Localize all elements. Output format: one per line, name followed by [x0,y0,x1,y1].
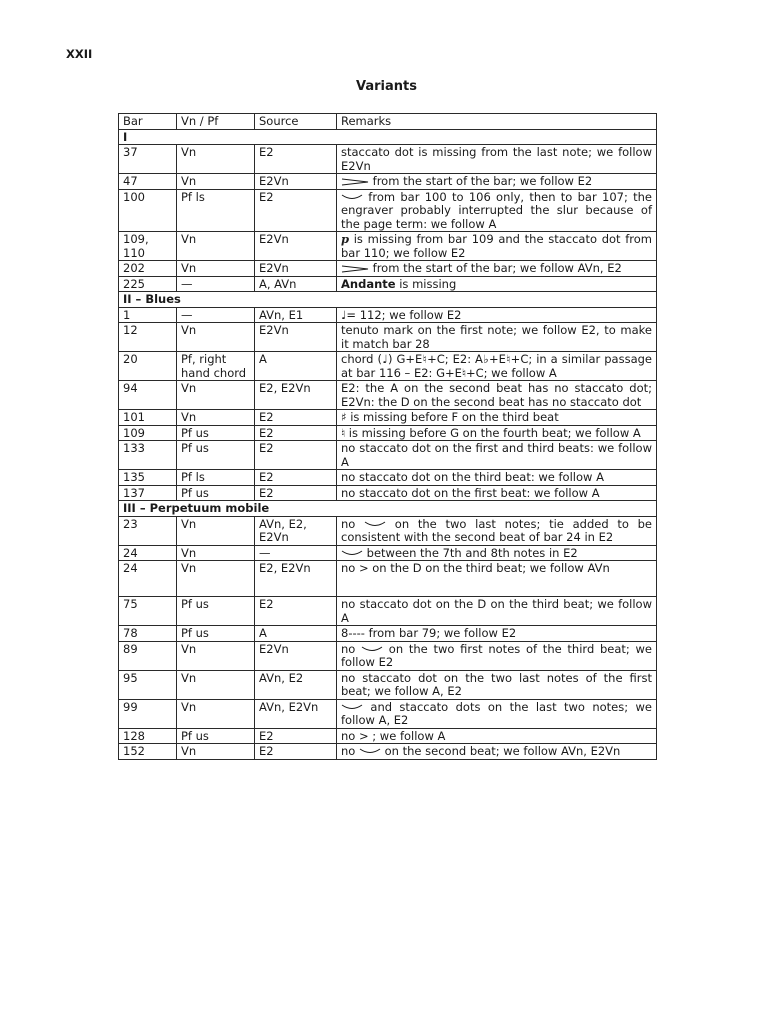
slur-icon [359,745,381,759]
source-cell: E2 [255,470,337,486]
remark-text: from bar 100 to 106 only, then to bar 107; the engraver probably interrupted the slur because of the page term: we follow A [341,189,652,231]
table-row [119,307,657,323]
source-cell: E2, E2Vn [255,381,337,410]
bar-cell: 109 [119,425,177,441]
source-cell: E2Vn [255,261,337,277]
remark-text: no [341,641,362,656]
slur-icon [361,643,383,657]
instrument-cell: Pf us [177,728,255,744]
bar-cell: 75 [119,597,177,626]
bar-cell: 128 [119,728,177,744]
section-row [119,501,657,517]
remarks-cell [337,561,657,597]
decrescendo-icon [341,262,369,276]
instrument-cell: Vn [177,323,255,352]
remarks-cell [337,232,657,261]
remark-text: p [341,232,350,246]
source-cell: E2Vn [255,174,337,190]
remark-text: no staccato dot on the D on the third beat; we follow A [341,597,652,625]
remarks-cell [337,174,657,190]
table-row [119,728,657,744]
source-cell: AVn, E2 [255,670,337,699]
table-row [119,261,657,277]
instrument-cell: Vn [177,561,255,597]
instrument-cell: Vn [177,516,255,545]
remarks-cell [337,189,657,232]
remarks-cell [337,410,657,426]
slur-icon [364,518,386,532]
bar-cell: 101 [119,410,177,426]
bar-cell: 89 [119,641,177,670]
remark-text: no staccato dot on the first beat: we follow A [341,485,600,500]
column-header-source: Source [255,114,337,130]
bar-cell: 202 [119,261,177,277]
instrument-cell: Pf us [177,626,255,642]
bar-cell: 99 [119,699,177,728]
instrument-cell: Pf ls [177,470,255,486]
remark-text: ♯ is missing before F on the third beat [341,410,559,424]
table-body [119,129,657,759]
remark-text: ♮ is missing before G on the fourth beat; we follow A [341,425,641,440]
remarks-cell [337,441,657,470]
section-row [119,292,657,308]
remark-text: on the two last notes; tie added to be consistent with the second beat of bar 24 in E2 [341,516,652,544]
remark-text: 8---- from bar 79; we follow E2 [341,626,517,640]
source-cell: A [255,626,337,642]
source-cell: AVn, E1 [255,307,337,323]
instrument-cell: Pf us [177,485,255,501]
instrument-cell: Vn [177,641,255,670]
instrument-cell: Vn [177,670,255,699]
source-cell: E2Vn [255,232,337,261]
remark-text: ♩= 112; we follow E2 [341,307,462,322]
source-cell: E2Vn [255,641,337,670]
table-row [119,232,657,261]
bar-cell: 152 [119,744,177,760]
table-row [119,425,657,441]
remarks-cell [337,276,657,292]
instrument-cell: Vn [177,410,255,426]
remark-text: and staccato dots on the last two notes; we follow A, E2 [341,699,652,727]
table-row [119,470,657,486]
source-cell: E2, E2Vn [255,561,337,597]
instrument-cell: Pf us [177,425,255,441]
bar-cell: 24 [119,545,177,561]
source-cell: E2 [255,597,337,626]
remark-text: tenuto mark on the first note; we follow E2, to make it match bar 28 [341,323,652,351]
bar-cell: 95 [119,670,177,699]
remark-text: no [341,516,365,531]
remarks-cell [337,145,657,174]
remark-text: Andante [341,276,396,291]
slur-icon [341,701,363,715]
remarks-cell [337,728,657,744]
table-row [119,485,657,501]
source-cell: E2 [255,485,337,501]
instrument-cell: Pf us [177,597,255,626]
source-cell: E2 [255,425,337,441]
instrument-cell: — [177,307,255,323]
variants-table [118,113,657,760]
table-row [119,381,657,410]
remark-text: E2: the A on the second beat has no staccato dot; E2Vn: the D on the second beat has no staccato dot [341,381,652,409]
remark-text: no > on the D on the third beat; we follow AVn [341,561,610,575]
bar-cell: 135 [119,470,177,486]
remark-text: on the second beat; we follow AVn, E2Vn [380,744,621,758]
section-heading: I [119,129,657,145]
table-row [119,545,657,561]
remarks-cell [337,470,657,486]
instrument-cell: Vn [177,174,255,190]
bar-cell: 24 [119,561,177,597]
remarks-cell [337,699,657,728]
table-row [119,641,657,670]
header-row [119,114,657,130]
bar-cell: 137 [119,485,177,501]
remark-text: chord (♩) G+E♮+C; E2: A♭+E♮+C; in a similar passage at bar 116 – E2: G+E♮+C; we follow A [341,352,652,380]
bar-cell: 133 [119,441,177,470]
bar-cell: 37 [119,145,177,174]
bar-cell: 47 [119,174,177,190]
source-cell: E2 [255,410,337,426]
table-row [119,352,657,381]
remarks-cell [337,352,657,381]
bar-cell: 23 [119,516,177,545]
bar-cell: 78 [119,626,177,642]
source-cell: AVn, E2Vn [255,699,337,728]
slur-icon [341,547,363,561]
remarks-cell [337,323,657,352]
bar-cell: 225 [119,276,177,292]
table-row [119,189,657,232]
remark-text: on the two first notes of the third beat; we follow E2 [341,641,652,669]
instrument-cell: Pf ls [177,189,255,232]
table-row [119,410,657,426]
remarks-cell [337,516,657,545]
table-row [119,699,657,728]
slur-icon [341,191,363,205]
table-row [119,626,657,642]
table-row [119,323,657,352]
instrument-cell: Vn [177,545,255,561]
bar-cell: 12 [119,323,177,352]
remark-text: from the start of the bar; we follow E2 [369,174,593,188]
source-cell: A [255,352,337,381]
bar-cell: 100 [119,189,177,232]
remark-text: staccato dot is missing from the last note; we follow E2Vn [341,145,652,173]
source-cell: E2 [255,744,337,760]
remark-text: no [341,744,359,758]
remarks-cell [337,261,657,277]
source-cell: E2Vn [255,323,337,352]
remark-text: no staccato dot on the first and third beats: we follow A [341,441,652,469]
page-number: XXII [66,47,93,61]
table-row [119,276,657,292]
table-row [119,145,657,174]
remark-text: from the start of the bar; we follow AVn, E2 [369,261,622,275]
source-cell: AVn, E2, E2Vn [255,516,337,545]
column-header-instrument: Vn / Pf [177,114,255,130]
section-heading: II – Blues [119,292,657,308]
table-row [119,561,657,597]
source-cell: E2 [255,145,337,174]
remark-text: between the 7th and 8th notes in E2 [363,545,578,560]
remarks-cell [337,626,657,642]
remarks-cell [337,485,657,501]
remarks-cell [337,744,657,760]
instrument-cell: Pf, right hand chord [177,352,255,381]
instrument-cell: Vn [177,699,255,728]
instrument-cell: Vn [177,381,255,410]
source-cell: E2 [255,189,337,232]
remark-text: no > ; we follow A [341,728,446,743]
remark-text: no staccato dot on the two last notes of the first beat; we follow A, E2 [341,670,652,698]
column-header-bar: Bar [119,114,177,130]
remark-text: is missing from bar 109 and the staccato dot from bar 110; we follow E2 [341,232,652,260]
bar-cell: 20 [119,352,177,381]
table-row [119,744,657,760]
remark-text: is missing [395,276,457,291]
bar-cell: 109, 110 [119,232,177,261]
instrument-cell: — [177,276,255,292]
source-cell: A, AVn [255,276,337,292]
table-row [119,597,657,626]
remarks-cell [337,381,657,410]
instrument-cell: Vn [177,261,255,277]
bar-cell: 94 [119,381,177,410]
table-row [119,441,657,470]
source-cell: E2 [255,441,337,470]
instrument-cell: Pf us [177,441,255,470]
table-row [119,670,657,699]
remarks-cell [337,307,657,323]
remark-text: no staccato dot on the third beat: we follow A [341,470,604,484]
remarks-cell [337,425,657,441]
table-row [119,516,657,545]
page-title: Variants [356,79,417,94]
instrument-cell: Vn [177,744,255,760]
remarks-cell [337,545,657,561]
section-heading: III – Perpetuum mobile [119,501,657,517]
instrument-cell: Vn [177,145,255,174]
remarks-cell [337,641,657,670]
remarks-cell [337,670,657,699]
remarks-cell [337,597,657,626]
column-header-remarks: Remarks [337,114,657,130]
source-cell: — [255,545,337,561]
table-row [119,174,657,190]
bar-cell: 1 [119,307,177,323]
instrument-cell: Vn [177,232,255,261]
section-row [119,129,657,145]
source-cell: E2 [255,728,337,744]
decrescendo-icon [341,175,369,189]
